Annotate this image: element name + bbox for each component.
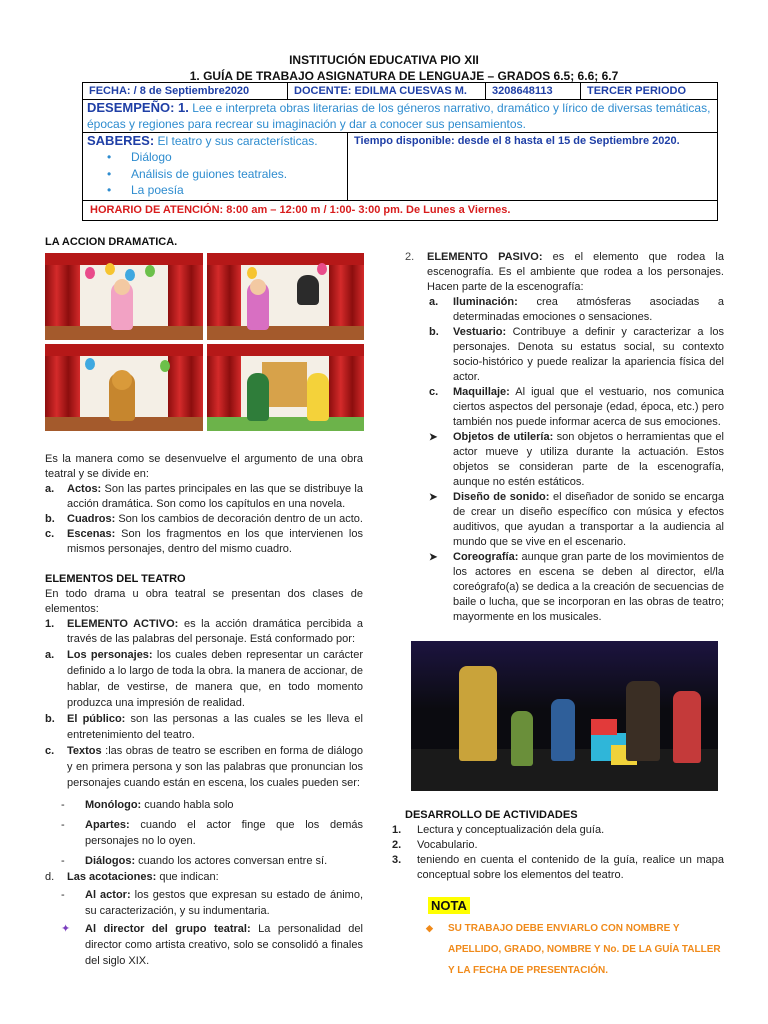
item-text: cuando el actor finge que los demás personajes no lo oyen. xyxy=(85,819,363,847)
pasivo-subitem xyxy=(405,550,724,625)
pasivo-subitem xyxy=(405,385,724,430)
item-term: Las acotaciones: xyxy=(67,871,157,883)
item-marker: a. xyxy=(429,296,439,308)
item-term: Diseño de sonido: xyxy=(453,491,550,503)
item-marker: ✦ xyxy=(61,923,71,935)
item-text: aunque gran parte de los movimientos de los actores en escena se deben al director, el/la coreógrafo(a) se dedica a la creación de secuencias de baile o lucha, que se incorporan en las obras de teatro; mayormente en los musicales. xyxy=(453,551,724,623)
item-term: Coreografía: xyxy=(453,551,519,563)
item-marker: a. xyxy=(45,483,55,495)
item-term: ELEMENTO PASIVO: xyxy=(427,251,543,263)
actividad-item xyxy=(392,823,724,838)
item-term: Cuadros: xyxy=(67,513,116,525)
info-row-header xyxy=(83,83,717,100)
saberes-item: • Diálogo xyxy=(107,149,347,166)
item-marker: a. xyxy=(45,649,55,661)
section-title: ELEMENTOS DEL TEATRO xyxy=(45,573,186,585)
item-text: es la acción dramática percibida a través de las palabras del personaje. Está conformado por: xyxy=(67,618,364,645)
desempeno-label: DESEMPEÑO: 1. xyxy=(87,100,189,115)
item-marker: 2. xyxy=(392,839,402,851)
item-marker: c. xyxy=(45,745,55,757)
item-marker: c. xyxy=(429,386,439,398)
tiempo-cell: Tiempo disponible: desde el 8 hasta el 15 de Septiembre 2020. xyxy=(354,135,680,147)
right-column xyxy=(405,250,724,625)
item-term: Iluminación: xyxy=(453,296,518,308)
arrow-icon: ➤ xyxy=(429,432,438,443)
item-text: Son los fragmentos en los que intervienen los mismos personajes, dentro del mismo cuadro. xyxy=(67,528,363,555)
item-term: Maquillaje: xyxy=(453,386,510,398)
elementos-intro: En todo drama u obra teatral se presentan dos clases de elementos: xyxy=(45,588,363,615)
desempeno-text: Lee e interpreta obras literarias de los géneros narrativo, dramático y lírico de diversas temáticas, épocas y regiones para recrear su imaginación y dar a conocer sus pensamientos. xyxy=(87,101,711,131)
item-term: Vestuario: xyxy=(453,326,507,338)
pasivo-subitem xyxy=(405,325,724,385)
item-term: Al actor: xyxy=(85,889,131,901)
actividades-section xyxy=(392,808,724,883)
item-marker: 1. xyxy=(392,824,402,836)
item-text: Vocabulario. xyxy=(417,839,478,851)
item-term: El público: xyxy=(67,713,126,725)
arrow-icon: ◆ xyxy=(426,923,433,933)
item-term: Escenas: xyxy=(67,528,116,540)
textos-subitem xyxy=(45,797,363,813)
item-text: :las obras de teatro se escriben en forma de diálogo y en primera persona y son las palabras que pronuncian los personajes cuando están en escena, los cuales pueden ser: xyxy=(67,745,363,789)
guide-title: 1. GUÍA DE TRABAJO ASIGNATURA DE LENGUAJE – GRADOS 6.5; 6.6; 6.7 xyxy=(189,69,619,83)
saberes-label: SABERES: xyxy=(87,133,155,148)
activo-item xyxy=(45,617,363,647)
item-marker: - xyxy=(61,855,65,867)
item-term: ELEMENTO ACTIVO: xyxy=(67,618,179,630)
theatre-photo xyxy=(411,641,718,791)
item-term: Los personajes: xyxy=(67,649,153,661)
item-marker: b. xyxy=(429,326,439,338)
item-text: crea atmósferas asociadas a determinadas emociones o sensaciones. xyxy=(453,296,724,323)
intro-text: Es la manera como se desenvuelve el argumento de una obra teatral y se divide en: xyxy=(45,453,363,480)
fecha-cell: FECHA: / 8 de Septiembre2020 xyxy=(83,83,288,99)
item-marker: 3. xyxy=(392,854,402,866)
item-text: Al igual que el vestuario, nos comunica ciertos aspectos del personaje (edad, época, etc.) pero también nos puede informar acerca de sus emociones. xyxy=(453,386,724,428)
pasivo-item xyxy=(405,250,724,295)
institution-title: INSTITUCIÓN EDUCATIVA PIO XII xyxy=(289,53,479,67)
pasivo-subitem xyxy=(405,490,724,550)
saberes-item: • Análisis de guiones teatrales. xyxy=(107,166,347,183)
nota-label: NOTA xyxy=(428,897,470,914)
item-text: son las personas a las cuales se les lleva el entretenimiento del teatro. xyxy=(67,713,363,741)
arrow-icon: ➤ xyxy=(429,492,438,503)
item-text: Lectura y conceptualización dela guía. xyxy=(417,824,605,836)
item-term: Diálogos: xyxy=(85,855,136,867)
docente-cell: DOCENTE: EDILMA CUESVAS M. xyxy=(288,83,486,99)
item-text: los gestos que expresan su estado de ánimo, su caracterización, y su indumentaria. xyxy=(85,889,364,917)
division-item xyxy=(45,482,363,512)
textos-subitem xyxy=(45,853,363,869)
item-term: Apartes: xyxy=(85,819,130,831)
horario-cell: HORARIO DE ATENCIÓN: 8:00 am – 12:00 m / 1:00- 3:00 pm. De Lunes a Viernes. xyxy=(90,204,511,216)
nota-text xyxy=(426,918,726,981)
item-marker: - xyxy=(61,819,65,831)
item-text: el diseñador de sonido se encarga de crear un diseño específico con música y efectos auditivos, que ayudan a transportar a la audiencia al mundo que se vive en el escenario. xyxy=(453,491,724,548)
item-marker: b. xyxy=(45,713,55,725)
saberes-list xyxy=(107,149,347,199)
periodo-cell: TERCER PERIODO xyxy=(587,85,687,97)
activo-subitem xyxy=(45,647,363,711)
telefono-cell: 3208648113 xyxy=(486,83,581,99)
section-title: LA ACCION DRAMATICA. xyxy=(45,236,178,248)
item-marker: 1. xyxy=(45,618,55,630)
division-item xyxy=(45,512,363,527)
activo-subitem xyxy=(45,743,363,791)
acotaciones-subitem xyxy=(45,921,363,969)
item-term: Objetos de utilería: xyxy=(453,431,554,443)
item-text: que indican: xyxy=(156,871,219,883)
item-text: los cuales deben representar un carácter definido a lo largo de toda la obra. la manera de accionar, de hablar, de vestirse, de manera que, en todo momento produzca una impresión de realidad. xyxy=(67,649,363,709)
arrow-icon: ➤ xyxy=(429,552,438,563)
section-title: DESARROLLO DE ACTIVIDADES xyxy=(405,809,578,821)
textos-subitem xyxy=(45,817,363,849)
actividad-item xyxy=(392,853,724,883)
desempeno-cell xyxy=(83,100,717,133)
left-column xyxy=(45,235,363,969)
info-table xyxy=(82,82,718,221)
item-marker: c. xyxy=(45,528,55,540)
item-text: cuando habla solo xyxy=(141,799,234,811)
activo-subitem xyxy=(45,711,363,743)
saberes-text: El teatro y sus características. xyxy=(154,134,318,148)
item-text: Son las partes principales en las que se distribuye la acción dramática. Son como los capítulos en una novela. xyxy=(67,483,363,510)
item-text: son objetos o herramientas que el actor mueve y utiliza durante la actuación. Estos objetos se consideran parte de la escenografía, aunque no estén estáticos. xyxy=(453,431,724,488)
item-text: cuando los actores conversan entre sí. xyxy=(135,855,328,867)
pasivo-subitem xyxy=(405,430,724,490)
item-term: Actos: xyxy=(67,483,102,495)
acotaciones-item xyxy=(45,869,363,885)
item-term: Al director del grupo teatral: xyxy=(85,923,251,935)
actividad-item xyxy=(392,838,724,853)
pasivo-subitem xyxy=(405,295,724,325)
acotaciones-subitem xyxy=(45,887,363,919)
item-marker: 2. xyxy=(405,251,415,263)
item-text: teniendo en cuenta el contenido de la guía, realice un mapa conceptual sobre los elementos del teatro. xyxy=(417,854,724,881)
nota-body: SU TRABAJO DEBE ENVIARLO CON NOMBRE Y APELLIDO, GRADO, NOMBRE Y No. DE LA GUÍA TALLER Y LA FECHA DE PRESENTACIÓN. xyxy=(448,923,721,976)
item-text: Contribuye a definir y caracterizar a los personajes. Denota su estatus social, su contexto socio-histórico y puede realizar la apariencia física del actor. xyxy=(453,326,724,383)
division-item xyxy=(45,527,363,557)
item-term: Monólogo: xyxy=(85,799,142,811)
item-term: Textos xyxy=(67,745,102,757)
info-row-saberes xyxy=(83,133,717,201)
item-marker: - xyxy=(61,799,65,811)
item-text: es el elemento que rodea la escenografía. Es el ambiente que rodea a los personajes. Hacen parte de la escenografía: xyxy=(427,251,724,293)
saberes-item: • La poesía xyxy=(107,182,347,199)
item-marker: - xyxy=(61,889,65,901)
item-text: Son los cambios de decoración dentro de un acto. xyxy=(115,513,363,525)
saberes-cell xyxy=(83,133,348,200)
item-text: La personalidad del director como artista creativo, solo se consolidó a finales del siglo XIX. xyxy=(85,923,363,967)
item-marker: d. xyxy=(45,871,55,883)
item-marker: b. xyxy=(45,513,55,525)
